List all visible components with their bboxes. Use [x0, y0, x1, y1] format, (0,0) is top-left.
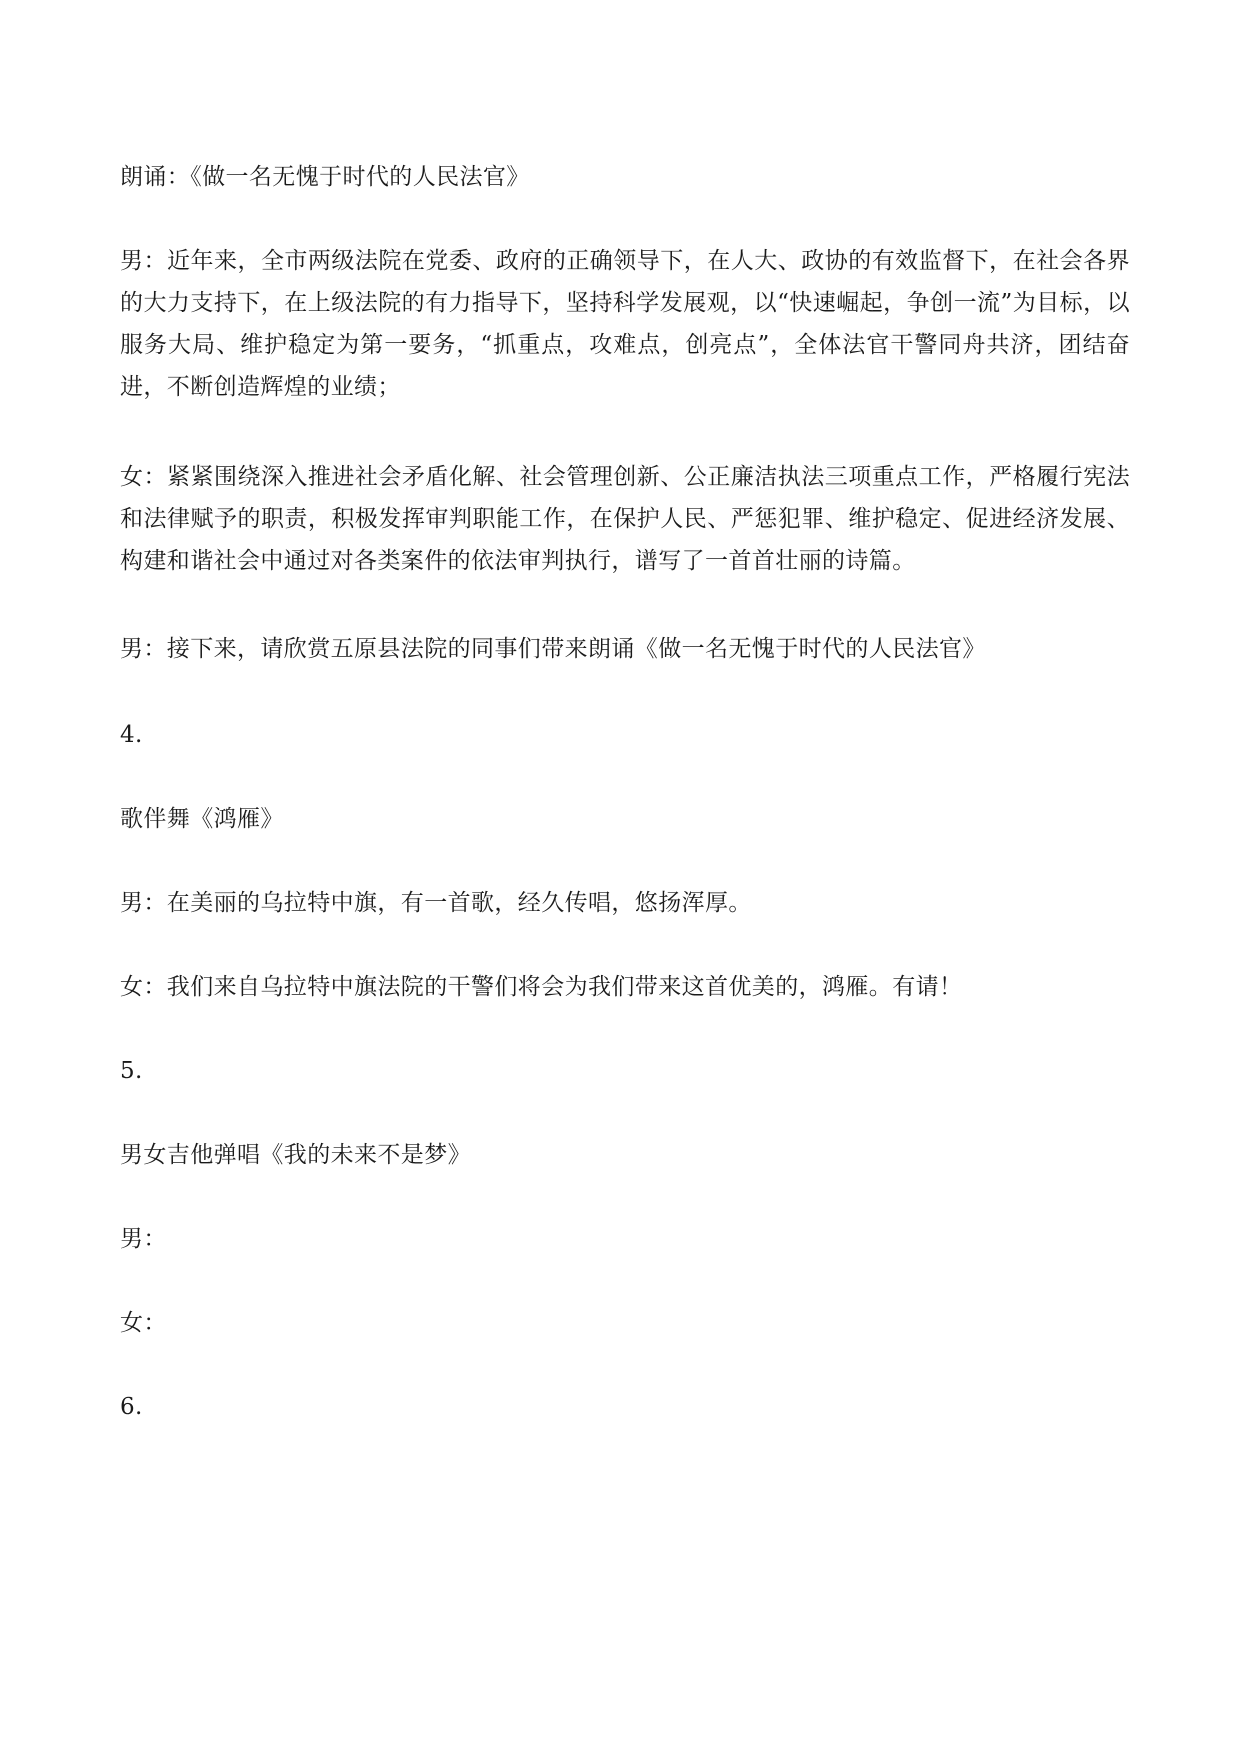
- paragraph-male-intro: 男：近年来，全市两级法院在党委、政府的正确领导下，在人大、政协的有效监督下，在社会各界的大力支持下，在上级法院的有力指导下，坚持科学发展观，以“快速崛起，争创一流”为目标，以服务大局、维护稳定为第一要务，“抓重点，攻难点，创亮点”，全体法官干警同舟共济，团结奋进，不断创造辉煌的业绩；: [120, 248, 1130, 400]
- section-number-4: 4.: [120, 722, 143, 748]
- paragraph-male-song: 男：在美丽的乌拉特中旗，有一首歌，经久传唱，悠扬浑厚。: [120, 890, 752, 916]
- paragraph-male-empty: 男：: [120, 1226, 167, 1252]
- section-number-5: 5.: [120, 1058, 143, 1084]
- paragraph-female-song: 女：我们来自乌拉特中旗法院的干警们将会为我们带来这首优美的，鸿雁。有请！: [120, 974, 963, 1000]
- paragraph-recitation-title: 朗诵：《做一名无愧于时代的人民法官》: [120, 164, 530, 190]
- paragraph-female-empty: 女：: [120, 1310, 167, 1336]
- program-title-hongyan: 歌伴舞《鸿雁》: [120, 806, 284, 832]
- program-title-guitar: 男女吉他弹唱《我的未来不是梦》: [120, 1142, 471, 1168]
- section-number-6: 6.: [120, 1394, 143, 1420]
- paragraph-male-next: 男：接下来，请欣赏五原县法院的同事们带来朗诵《做一名无愧于时代的人民法官》: [120, 636, 986, 662]
- paragraph-female-intro: 女：紧紧围绕深入推进社会矛盾化解、社会管理创新、公正廉洁执法三项重点工作，严格履行宪法和法律赋予的职责，积极发挥审判职能工作，在保护人民、严惩犯罪、维护稳定、促进经济发展、构建和谐社会中通过对各类案件的依法审判执行，谱写了一首首壮丽的诗篇。: [120, 464, 1130, 574]
